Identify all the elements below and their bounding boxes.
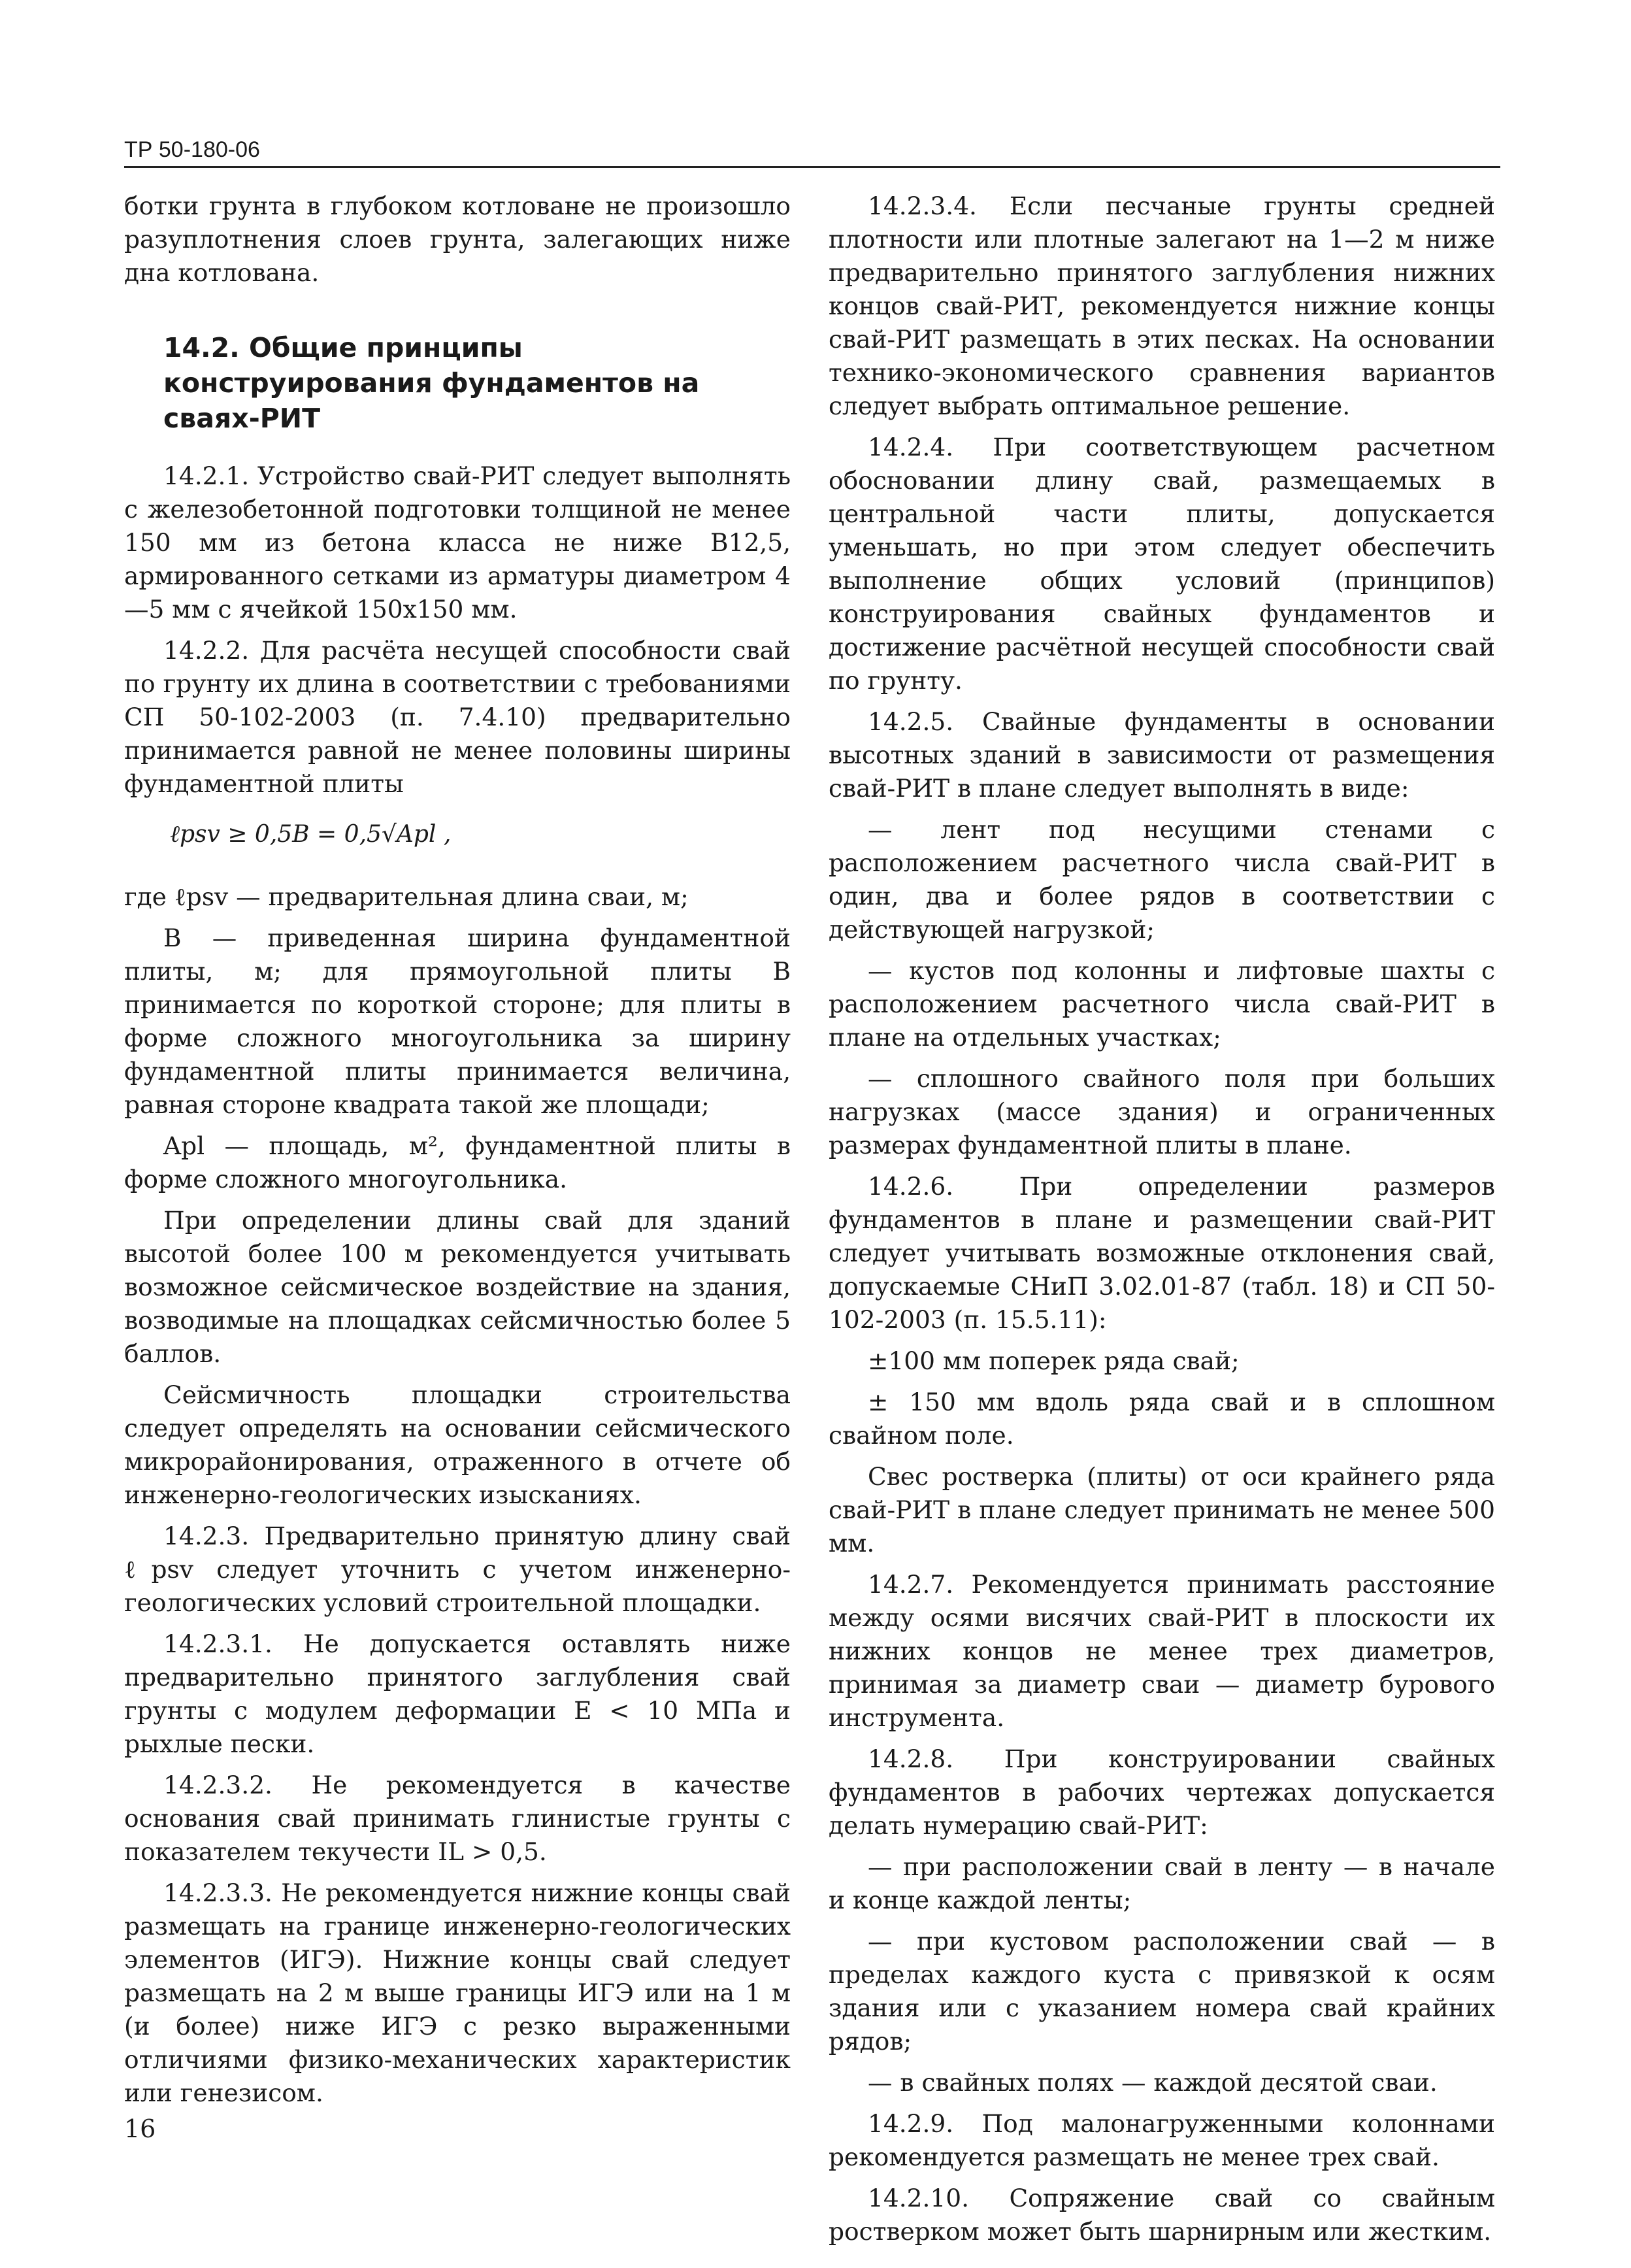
paragraph-14-2-4: 14.2.4. При соответствующем расчетном обосновании длину свай, размещаемых в центральной части плиты, допускается уменьшать, но при этом следует обеспечить выполнение общих условий (принципов) конструирования свайных фундаментов и достижение расчётной несущей способности свай по грунту. (829, 433, 1495, 695)
list-item: — при расположении свай в ленту — в начале и конце каждой ленты; (829, 1852, 1495, 1914)
paragraph-14-2-2: 14.2.2. Для расчёта несущей способности свай по грунту их длина в соответствии с требованиями СП 50-102-2003 (п. 7.4.10) предварительно принимается равной не менее половины ширины фундаментной плиты (124, 636, 791, 798)
paragraph-14-2-6: 14.2.6. При определении размеров фундаментов в плане и размещении свай-РИТ следует учитывать возможные отклонения свай, допускаемые СНиП 3.02.01-87 (табл. 18) и СП 50-102-2003 (п. 15.5.11): (829, 1172, 1495, 1334)
page-number: 16 (124, 2114, 156, 2143)
paragraph-continuation: ботки грунта в глубоком котловане не произошло разуплотнения слоев грунта, залегающих ниже дна котлована. (124, 192, 791, 287)
paragraph-14-2-3-3: 14.2.3.3. Не рекомендуется нижние концы свай размещать на границе инженерно-геологических элементов (ИГЭ). Нижние концы свай следует размещать на 2 м выше границы ИГЭ или на 1 м (и более) ниже ИГЭ с резко выраженными отличиями физико-механических характеристик или генезисом. (124, 1878, 791, 2107)
list-item: — кустов под колонны и лифтовые шахты с расположением расчетного числа свай-РИТ в плане на отдельных участках; (829, 956, 1495, 1052)
running-header (124, 137, 1500, 168)
paragraph-14-2-1: 14.2.1. Устройство свай-РИТ следует выполнять с железобетонной подготовки толщиной не менее 150 мм из бетона класса не ниже В12,5, армированного сетками из арматуры диаметром 4—5 мм с ячейкой 150х150 мм. (124, 461, 791, 624)
paragraph-14-2-10: 14.2.10. Сопряжение свай со свайным ростверком может быть шарнирным или жестким. (829, 2184, 1495, 2246)
left-column (124, 190, 791, 2118)
right-column (829, 190, 1495, 2256)
list-item: — лент под несущими стенами с расположением расчетного числа свай-РИТ в один, два и более рядов в соответствии с действующей нагрузкой; (829, 815, 1495, 944)
paragraph-14-2-9: 14.2.9. Под малонагруженными колоннами рекомендуется размещать не менее трех свай. (829, 2109, 1495, 2171)
definition-pile-length: где ℓpsv — предварительная длина сваи, м; (124, 882, 689, 911)
paragraph-14-2-7: 14.2.7. Рекомендуется принимать расстояние между осями висячих свай-РИТ в плоскости их нижних концов не менее трех диаметров, принимая за диаметр сваи — диаметр бурового инструмента. (829, 1570, 1495, 1732)
tolerance-item: ± 150 мм вдоль ряда свай и в сплошном свайном поле. (829, 1388, 1495, 1450)
paragraph-14-2-5: 14.2.5. Свайные фундаменты в основании высотных зданий в зависимости от размещения свай-РИТ в плане следует выполнять в виде: (829, 707, 1495, 803)
list-item: — в свайных полях — каждой десятой сваи. (868, 2068, 1438, 2097)
paragraph-14-2-8: 14.2.8. При конструировании свайных фундаментов в рабочих чертежах допускается делать нумерацию свай-РИТ: (829, 1744, 1495, 1840)
document-code: ТР 50-180-06 (124, 137, 260, 162)
paragraph-14-2-3-4: 14.2.3.4. Если песчаные грунты средней плотности или плотные залегают на 1—2 м ниже предварительно принятого заглубления нижних концов свай-РИТ, рекомендуется нижние концы свай-РИТ размещать в этих песках. На основании технико-экономического сравнения вариантов следует выбрать оптимальное решение. (829, 192, 1495, 420)
definition-area-apl: Apl — площадь, м², фундаментной плиты в форме сложного многоугольника. (124, 1131, 791, 1193)
paragraph-14-2-3: 14.2.3. Предварительно принятую длину свай ℓpsv следует уточнить с учетом инженерно-геологических условий строительной площадки. (124, 1522, 791, 1617)
paragraph-seismic-zoning: Сейсмичность площадки строительства следует определять на основании сейсмического микрорайонирования, отраженного в отчете об инженерно-геологических изысканиях. (124, 1380, 791, 1509)
paragraph-overhang: Свес ростверка (плиты) от оси крайнего ряда свай-РИТ в плане следует принимать не менее 500 мм. (829, 1462, 1495, 1558)
formula-pile-length: ℓpsv ≥ 0,5B = 0,5√Apl , (170, 821, 452, 848)
list-item: — при кустовом расположении свай — в пределах каждого куста с привязкой к осям здания или с указанием номера свай крайних рядов; (829, 1927, 1495, 2056)
section-heading: 14.2. Общие принципы конструирования фундаментов на сваях-РИТ (163, 332, 700, 434)
tolerance-item: ±100 мм поперек ряда свай; (868, 1346, 1240, 1375)
paragraph-14-2-3-2: 14.2.3.2. Не рекомендуется в качестве основания свай принимать глинистые грунты с показателем текучести IL > 0,5. (124, 1771, 791, 1866)
list-item: — сплошного свайного поля при больших нагрузках (массе здания) и ограниченных размерах фундаментной плиты в плане. (829, 1064, 1495, 1159)
paragraph-14-2-3-1: 14.2.3.1. Не допускается оставлять ниже предварительно принятого заглубления свай грунты с модулем деформации E < 10 МПа и рыхлые пески. (124, 1629, 791, 1758)
paragraph-seismic-length: При определении длины свай для зданий высотой более 100 м рекомендуется учитывать возможное сейсмическое воздействие на здания, возводимые на площадках сейсмичностью более 5 баллов. (124, 1206, 791, 1368)
definition-width-b: B — приведенная ширина фундаментной плиты, м; для прямоугольной плиты B принимается по короткой стороне; для плиты в форме сложного многоугольника за ширину фундаментной плиты принимается величина, равная стороне квадрата такой же площади; (124, 924, 791, 1119)
